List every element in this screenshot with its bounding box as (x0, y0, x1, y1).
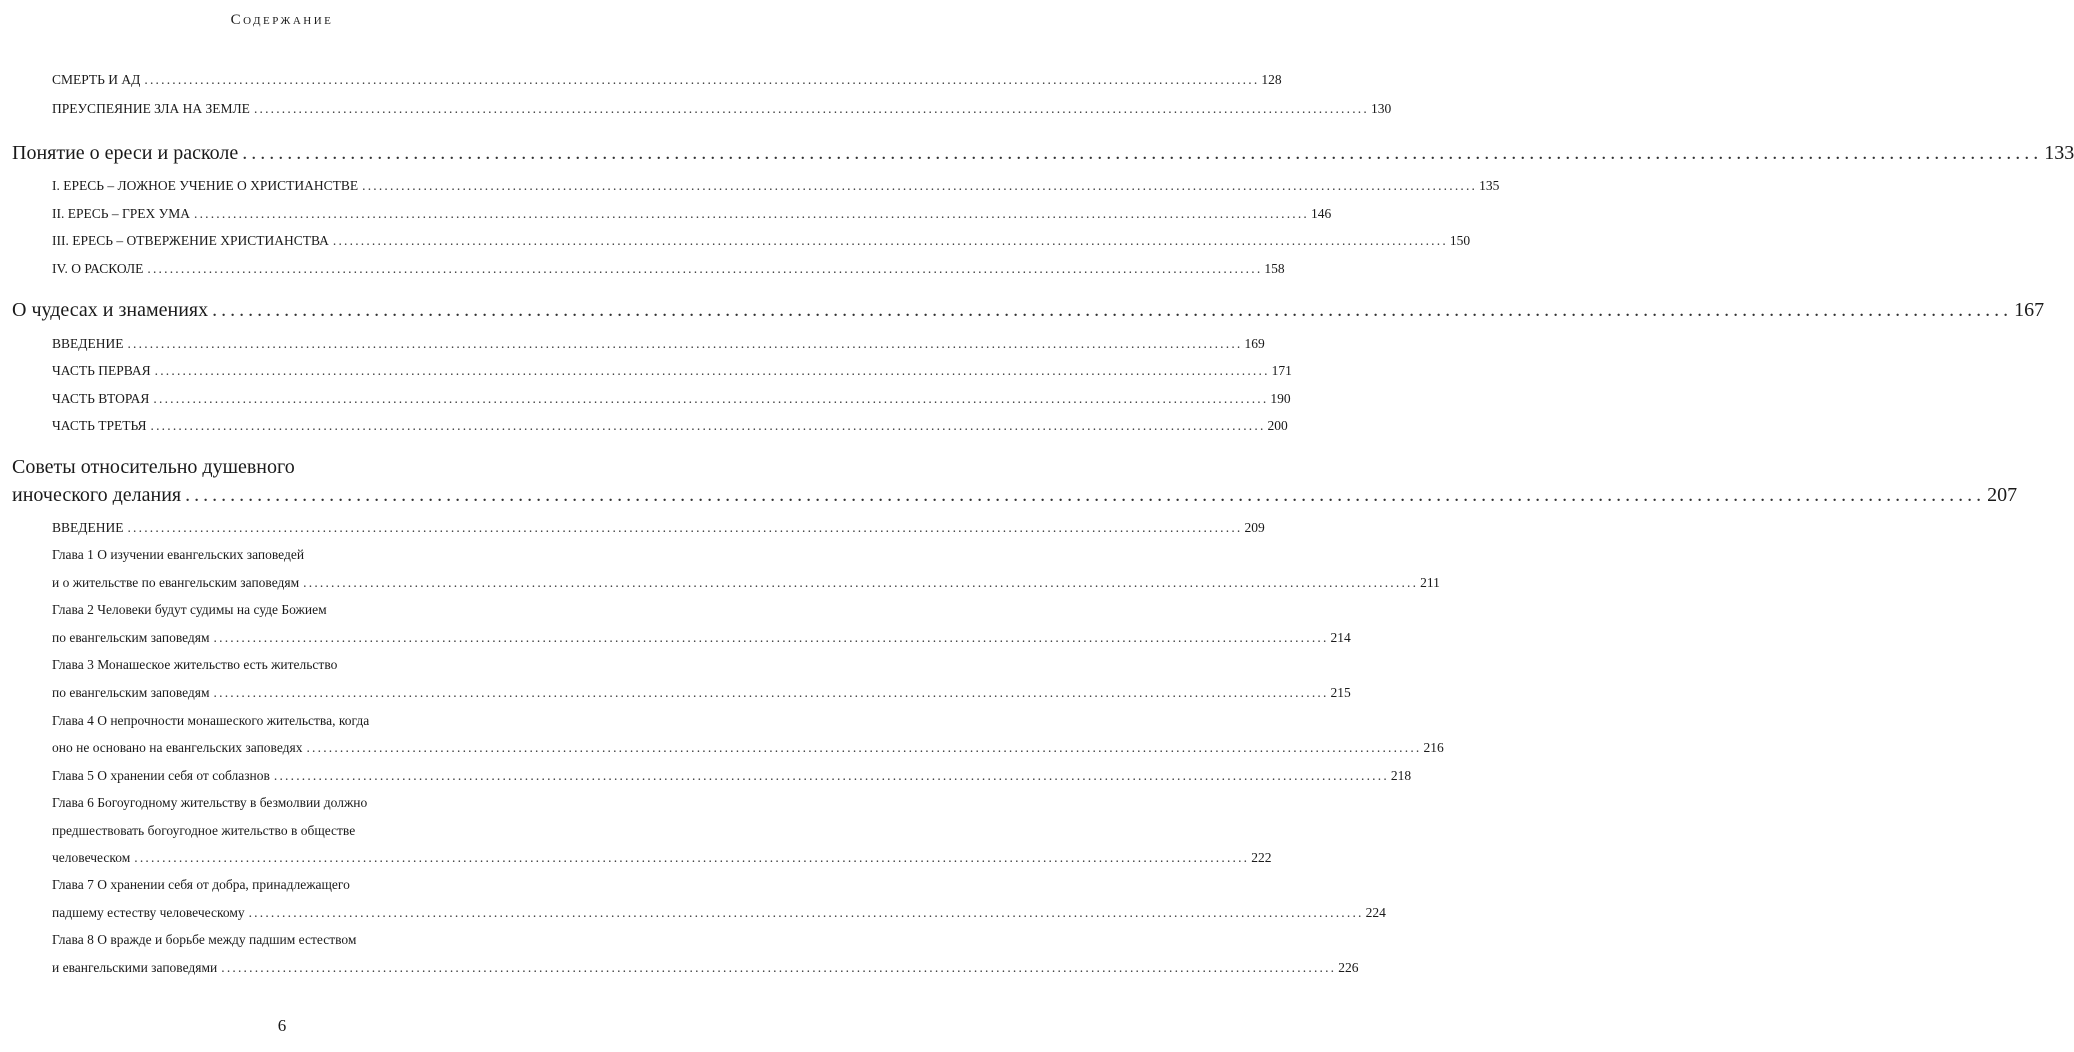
toc-page-number: 214 (1330, 630, 1351, 645)
toc-section-title-line: Советы относительно душевного (12, 456, 295, 478)
dot-leader: ........................................................................................................................................................................................................ (144, 72, 1260, 87)
toc-page-number: 209 (1244, 520, 1265, 535)
dot-leader: ........................................................................................................................................................................................................ (150, 418, 1266, 433)
toc-page-number: 146 (1311, 206, 1332, 221)
toc-chapter-title-line: Глава 1 О изучении евангельских заповедей (52, 547, 305, 562)
dot-leader: ........................................................................................................................................................................................................ (213, 630, 1329, 645)
toc-page-number: 135 (1479, 178, 1500, 193)
toc-page-number: 218 (1390, 768, 1412, 783)
toc-chapter-title-line: Глава 8 О вражде и борьбе между падшим естеством (52, 932, 357, 947)
toc-page-number: 216 (1423, 740, 1444, 755)
toc-section-entry[interactable] (12, 142, 2074, 165)
toc-chapter-title-line: Глава 6 Богоугодному жительству в безмолвии должно (52, 795, 368, 810)
toc-subsection-entry[interactable] (52, 233, 1471, 249)
toc-entry-title: оно не основано на евангельских заповедях (52, 740, 303, 755)
dot-leader: ........................................................................................................................................................................................................ (303, 575, 1419, 590)
toc-entry-title: падшему естеству человеческому (52, 905, 245, 920)
toc-entry-title: ЧАСТЬ ПЕРВАЯ (52, 363, 151, 378)
dot-leader: ........................................................................................................................................................................................................ (332, 233, 1448, 248)
toc-subsection-entry[interactable] (52, 206, 1332, 222)
toc-page-number: 222 (1251, 850, 1272, 865)
toc-subsection-entry[interactable] (52, 391, 1291, 407)
toc-section-entry[interactable] (12, 484, 2018, 507)
toc-page-number: 167 (2014, 299, 2045, 321)
running-header: Содержание (230, 12, 334, 28)
dot-leader: ........................................................................................................................................................................................................ (153, 391, 1269, 406)
toc-page-number: 190 (1270, 391, 1291, 406)
toc-section-entry[interactable] (12, 299, 2045, 322)
toc-page-number: 169 (1244, 336, 1265, 351)
toc-entry-title: ЧАСТЬ ТРЕТЬЯ (52, 418, 147, 433)
dot-leader: ........................................................................................................................................................................................................ (154, 363, 1270, 378)
dot-leader: ........................................................................................................................................................................................................ (213, 685, 1329, 700)
dot-leader: ........................................................................................................................................................................................................ (306, 740, 1422, 755)
toc-subsection-entry[interactable] (52, 72, 1282, 88)
toc-entry-title: ЧАСТЬ ВТОРАЯ (52, 391, 150, 406)
toc-page-number: 171 (1271, 363, 1292, 378)
toc-entry-title: III. ЕРЕСЬ – ОТВЕРЖЕНИЕ ХРИСТИАНСТВА (52, 233, 329, 248)
toc-subsection-entry[interactable] (52, 101, 1392, 117)
toc-page-number: 215 (1330, 685, 1351, 700)
toc-chapter-entry[interactable] (52, 768, 1412, 784)
toc-entry-title: СМЕРТЬ И АД (52, 72, 141, 87)
toc-subsection-entry[interactable] (52, 336, 1265, 352)
toc-entry-title: I. ЕРЕСЬ – ЛОЖНОЕ УЧЕНИЕ О ХРИСТИАНСТВЕ (52, 178, 359, 193)
toc-page-number: 226 (1338, 960, 1359, 975)
toc-entry-title: по евангельским заповедям (52, 630, 210, 645)
toc-entry-title: по евангельским заповедям (52, 685, 210, 700)
toc-subsection-entry[interactable] (52, 418, 1288, 434)
dot-leader: ........................................................................................................................................................................................................ (212, 299, 2013, 321)
toc-page-number: 158 (1264, 261, 1285, 276)
toc-chapter-entry[interactable] (52, 740, 1444, 756)
dot-leader: ........................................................................................................................................................................................................ (127, 336, 1243, 351)
toc-chapter-title-line: Глава 7 О хранении себя от добра, принадлежащего (52, 877, 350, 892)
toc-chapter-entry[interactable] (52, 575, 1440, 591)
toc-chapter-title-line: Глава 2 Человеки будут судимы на суде Божием (52, 602, 327, 617)
dot-leader: ........................................................................................................................................................................................................ (248, 905, 1364, 920)
toc-entry-title: IV. О РАСКОЛЕ (52, 261, 144, 276)
toc-chapter-entry[interactable] (52, 850, 1272, 866)
toc-entry-title: человеческом (52, 850, 131, 865)
toc-entry-title: Глава 5 О хранении себя от соблазнов (52, 768, 270, 783)
dot-leader: ........................................................................................................................................................................................................ (221, 960, 1337, 975)
toc-chapter-entry[interactable] (52, 960, 1359, 976)
toc-chapter-title-line: Глава 4 О непрочности монашеского жительства, когда (52, 713, 370, 728)
toc-page-number: 211 (1420, 575, 1440, 590)
toc-entry-title: ПРЕУСПЕЯНИЕ ЗЛА НА ЗЕМЛЕ (52, 101, 250, 116)
toc-page-number: 128 (1261, 72, 1282, 87)
toc-chapter-title-line: предшествовать богоугодное жительство в обществе (52, 823, 356, 838)
toc-page-number: 200 (1267, 418, 1288, 433)
toc-entry-title: II. ЕРЕСЬ – ГРЕХ УМА (52, 206, 190, 221)
toc-page-number: 207 (1987, 484, 2018, 506)
toc-subsection-entry[interactable] (52, 363, 1292, 379)
toc-chapter-entry[interactable] (52, 630, 1351, 646)
toc-entry-title: О чудесах и знамениях (12, 299, 209, 321)
dot-leader: ........................................................................................................................................................................................................ (147, 261, 1263, 276)
toc-subsection-entry[interactable] (52, 178, 1500, 194)
dot-leader: ........................................................................................................................................................................................................ (253, 101, 1369, 116)
toc-entry-title: ВВЕДЕНИЕ (52, 336, 124, 351)
toc-page-number: 150 (1449, 233, 1471, 248)
dot-leader: ........................................................................................................................................................................................................ (362, 178, 1478, 193)
toc-entry-title: и евангельскими заповедями (52, 960, 218, 975)
toc-chapter-title-line: Глава 3 Монашеское жительство есть жительство (52, 657, 338, 672)
toc-entry-title: иноческого делания (12, 484, 182, 506)
dot-leader: ........................................................................................................................................................................................................ (134, 850, 1250, 865)
toc-chapter-entry[interactable] (52, 685, 1351, 701)
dot-leader: ........................................................................................................................................................................................................ (127, 520, 1243, 535)
toc-entry-title: Понятие о ереси и расколе (12, 142, 239, 164)
dot-leader: ........................................................................................................................................................................................................ (185, 484, 1986, 506)
toc-entry-title: и о жительстве по евангельским заповедям (52, 575, 300, 590)
toc-subsection-entry[interactable] (52, 520, 1265, 536)
toc-page-number: 133 (2044, 142, 2074, 164)
page-number: 6 (277, 1016, 287, 1035)
toc-page-number: 224 (1365, 905, 1386, 920)
toc-chapter-entry[interactable] (52, 905, 1386, 921)
toc-entry-title: ВВЕДЕНИЕ (52, 520, 124, 535)
dot-leader: ........................................................................................................................................................................................................ (242, 142, 2043, 164)
toc-subsection-entry[interactable] (52, 261, 1285, 277)
dot-leader: ........................................................................................................................................................................................................ (194, 206, 1309, 221)
dot-leader: ........................................................................................................................................................................................................ (273, 768, 1389, 783)
toc-page-number: 130 (1370, 101, 1392, 116)
